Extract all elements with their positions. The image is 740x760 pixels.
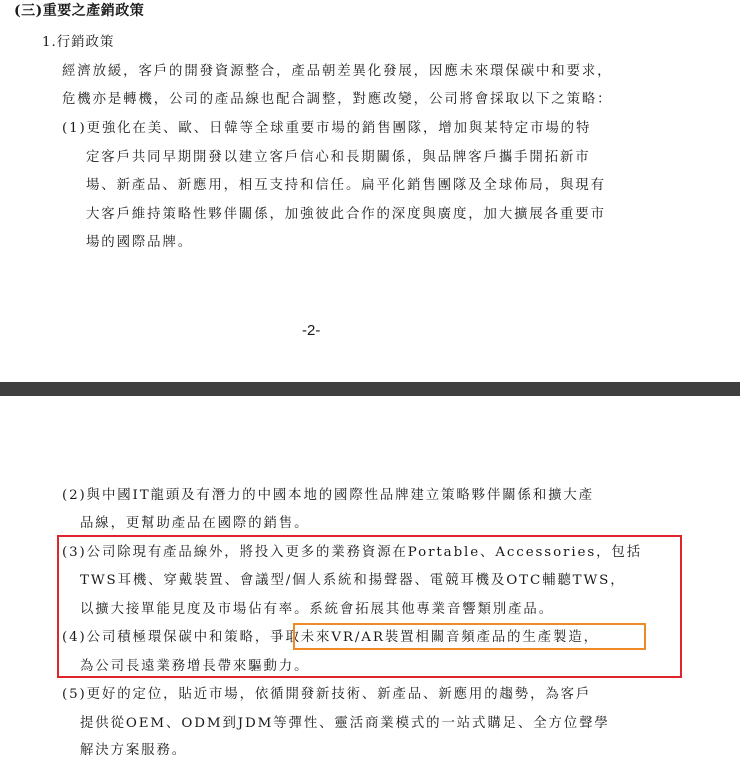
item-1-line: 場、新產品、新應用，相互支持和信任。扁平化銷售團隊及全球佈局，與現有 [86, 178, 606, 193]
item-5-line: (5)更好的定位，貼近市場，依循開發新技術、新產品、新應用的趨勢，為客戶 [62, 687, 592, 702]
item-1-line: (1)更強化在美、歐、日韓等全球重要市場的銷售團隊，增加與某特定市場的特 [62, 121, 592, 136]
item-4-line: (4)公司積極環保碳中和策略，爭取未來VR/AR裝置相關音頻產品的生產製造， [62, 630, 599, 645]
item-1-line: 場的國際品牌。 [86, 235, 194, 250]
orange-highlight-box [293, 623, 646, 650]
item-1-line: 大客戶維持策略性夥伴關係，加強彼此合作的深度與廣度，加大擴展各重要市 [86, 207, 606, 222]
item-2-line: (2)與中國IT龍頭及有潛力的中國本地的國際性品牌建立策略夥伴關係和擴大產 [62, 488, 594, 503]
item-4-line: 為公司長遠業務增長帶來驅動力。 [80, 659, 310, 674]
subsection-heading: 1.行銷政策 [42, 35, 115, 50]
section-heading: (三)重要之產銷政策 [14, 3, 145, 19]
item-3-line: TWS耳機、穿戴裝置、會議型/個人系統和揚聲器、電競耳機及OTC輔聽TWS， [80, 573, 626, 588]
page-separator [0, 382, 740, 396]
item-5-line: 提供從OEM、ODM到JDM等彈性、靈活商業模式的一站式購足、全方位聲學 [80, 716, 610, 731]
item-3-line: 以擴大接單能見度及市場佔有率。系統會拓展其他專業音響類別產品。 [80, 602, 555, 617]
intro-line: 經濟放緩，客戶的開發資源整合，產品朝差異化發展，因應未來環保碳中和要求， [62, 64, 613, 79]
item-2-line: 品線，更幫助產品在國際的銷售。 [80, 516, 310, 531]
item-1-line: 定客戶共同早期開發以建立客戶信心和長期關係，與品牌客戶攜手開拓新市 [86, 150, 591, 165]
item-5-line: 解決方案服務。 [80, 743, 188, 758]
red-highlight-box [57, 535, 682, 678]
page-number: -2- [302, 322, 321, 339]
intro-line: 危機亦是轉機，公司的產品線也配合調整，對應改變，公司將會採取以下之策略： [62, 92, 613, 107]
item-3-line: (3)公司除現有產品線外，將投入更多的業務資源在Portable、Accessories，包括 [62, 545, 642, 560]
